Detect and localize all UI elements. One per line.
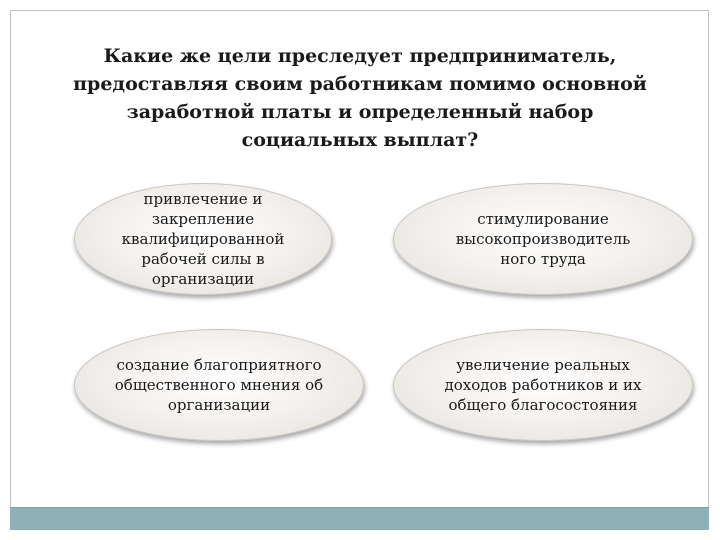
goal-text: увеличение реальных доходов работников и их общего благосостояния — [444, 356, 642, 414]
goal-ellipse-public-opinion — [74, 329, 364, 441]
goal-text: стимулирование высокопроизводитель ного труда — [455, 210, 631, 268]
goal-text: создание благоприятного общественного мнения об организации — [114, 356, 324, 414]
slide-title: Какие же цели преследует предприниматель, предоставляя своим работникам помимо основной заработной платы и определенный набор социальных выплат? — [73, 45, 647, 151]
goal-ellipse-stimulate-productivity — [393, 183, 693, 295]
goal-ellipse-income-growth — [393, 329, 693, 441]
footer-bar — [10, 507, 709, 530]
goal-text: привлечение и закрепление квалифицированной рабочей силы в организации — [121, 190, 285, 288]
goal-ellipse-attract-workforce — [74, 183, 332, 295]
